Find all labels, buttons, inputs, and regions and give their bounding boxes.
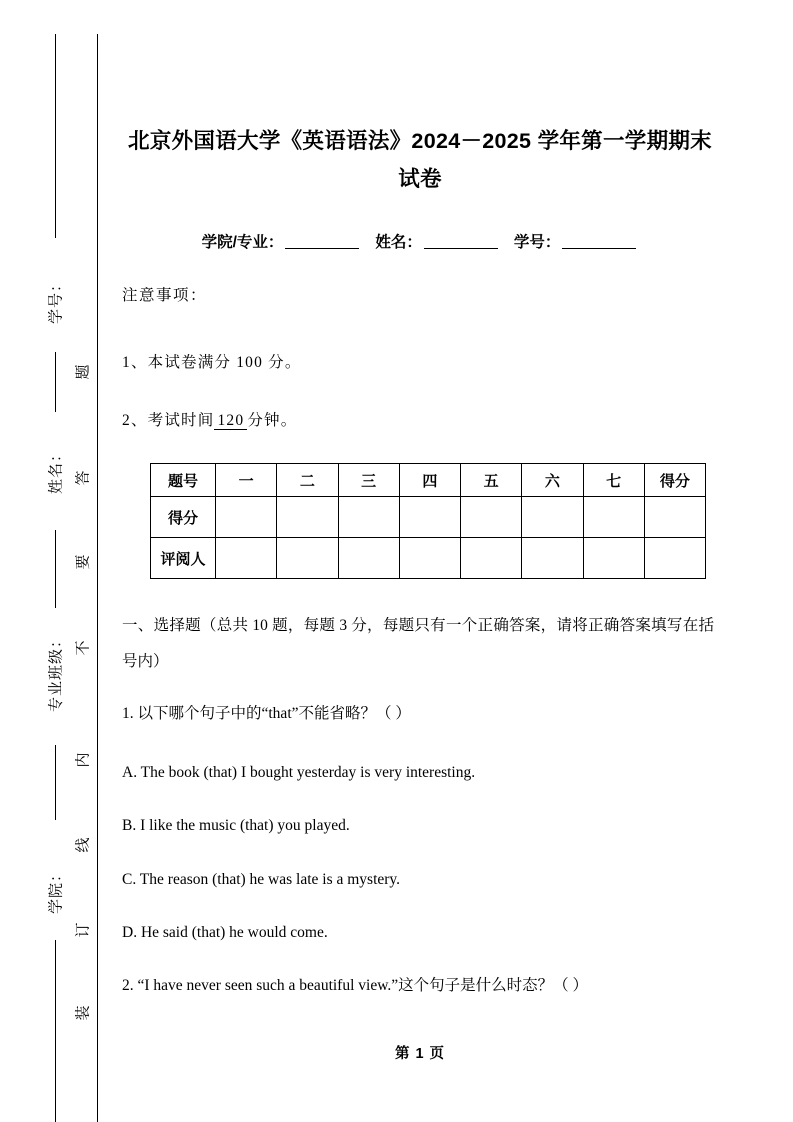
binding-notice-char: 答 bbox=[75, 470, 92, 486]
college-major-field[interactable] bbox=[202, 230, 362, 252]
table-cell[interactable] bbox=[583, 497, 644, 538]
table-column-header: 三 bbox=[338, 464, 399, 497]
score-table bbox=[150, 463, 706, 579]
binding-notice-char: 不 bbox=[75, 640, 92, 656]
binding-rule-segment bbox=[55, 34, 56, 238]
binding-field-label: 专业班级： bbox=[48, 631, 65, 713]
table-row-header: 评阅人 bbox=[151, 538, 216, 579]
table-cell[interactable] bbox=[522, 538, 583, 579]
name-field[interactable] bbox=[375, 230, 500, 252]
table-column-header: 四 bbox=[399, 464, 460, 497]
student-id-field[interactable] bbox=[514, 230, 639, 252]
table-column-header: 一 bbox=[216, 464, 277, 497]
name-label: 姓名： bbox=[375, 234, 422, 251]
binding-rule-segment bbox=[55, 530, 56, 608]
student-info-line bbox=[120, 230, 720, 252]
table-cell[interactable] bbox=[461, 497, 522, 538]
name-blank[interactable] bbox=[424, 248, 498, 249]
binding-rule-segment bbox=[55, 940, 56, 1122]
table-column-header: 二 bbox=[277, 464, 338, 497]
table-column-header: 得分 bbox=[644, 464, 705, 497]
table-cell[interactable] bbox=[644, 497, 705, 538]
question-option[interactable]: B. I like the music (that) you played. bbox=[122, 817, 350, 834]
college-major-label: 学院/专业： bbox=[201, 234, 284, 251]
question-option[interactable]: D. He said (that) he would come. bbox=[122, 924, 328, 941]
table-cell[interactable] bbox=[216, 497, 277, 538]
question-option[interactable]: A. The book (that) I bought yesterday is very interesting. bbox=[122, 764, 476, 781]
table-cell[interactable] bbox=[399, 497, 460, 538]
binding-rule-segment bbox=[55, 745, 56, 820]
table-column-header: 五 bbox=[461, 464, 522, 497]
question-stem: 1. 以下哪个句子中的“that”不能省略？（ ） bbox=[122, 705, 411, 722]
table-column-header: 七 bbox=[583, 464, 644, 497]
table-row bbox=[151, 497, 706, 538]
duration-suffix: 分钟。 bbox=[247, 412, 298, 429]
binding-notice-char: 题 bbox=[75, 364, 92, 380]
college-major-blank[interactable] bbox=[285, 248, 359, 249]
table-cell[interactable] bbox=[461, 538, 522, 579]
notes-item-duration bbox=[122, 408, 297, 430]
table-cell[interactable] bbox=[583, 538, 644, 579]
table-row bbox=[151, 538, 706, 579]
binding-rule-segment bbox=[55, 352, 56, 412]
binding-notice-char: 装 bbox=[75, 1005, 92, 1021]
table-cell[interactable] bbox=[522, 497, 583, 538]
notes-heading: 注意事项： bbox=[122, 287, 208, 304]
binding-notice-char: 要 bbox=[75, 554, 92, 570]
table-cell[interactable] bbox=[644, 538, 705, 579]
table-cell[interactable] bbox=[338, 497, 399, 538]
student-id-blank[interactable] bbox=[562, 248, 636, 249]
table-cell[interactable] bbox=[277, 538, 338, 579]
table-cell[interactable] bbox=[277, 497, 338, 538]
binding-field-label: 学号： bbox=[48, 275, 65, 325]
binding-notice-char: 订 bbox=[75, 922, 92, 938]
table-row-header: 得分 bbox=[151, 497, 216, 538]
student-id-label: 学号： bbox=[513, 234, 561, 251]
table-cell[interactable] bbox=[216, 538, 277, 579]
binding-margin bbox=[0, 0, 110, 1122]
duration-prefix: 2、考试时间 bbox=[122, 412, 215, 429]
page-title: 北京外国语大学《英语语法》2024－2025 学年第一学期期末试卷 bbox=[128, 129, 712, 191]
section-heading-1: 一、选择题（总共 10 题，每题 3 分，每题只有一个正确答案，请将正确答案填写在括号内） bbox=[122, 617, 714, 670]
duration-value: 120 bbox=[214, 412, 247, 430]
question-stem: 2. “I have never seen such a beautiful view.”这个句子是什么时态？（ ） bbox=[122, 977, 589, 994]
table-row bbox=[151, 464, 706, 497]
question-option[interactable]: C. The reason (that) he was late is a mystery. bbox=[122, 871, 401, 888]
table-cell[interactable] bbox=[338, 538, 399, 579]
notes-item-total-score: 1、本试卷满分 100 分。 bbox=[122, 354, 302, 371]
binding-inner-rule bbox=[97, 34, 98, 1122]
binding-field-label: 学院： bbox=[48, 865, 65, 915]
page-footer: 第 1 页 bbox=[394, 1046, 446, 1062]
binding-notice-char: 内 bbox=[75, 752, 92, 768]
table-column-header: 六 bbox=[522, 464, 583, 497]
binding-notice-char: 线 bbox=[75, 837, 92, 853]
binding-field-label: 姓名： bbox=[48, 445, 65, 495]
table-row-header: 题号 bbox=[151, 464, 216, 497]
table-cell[interactable] bbox=[399, 538, 460, 579]
